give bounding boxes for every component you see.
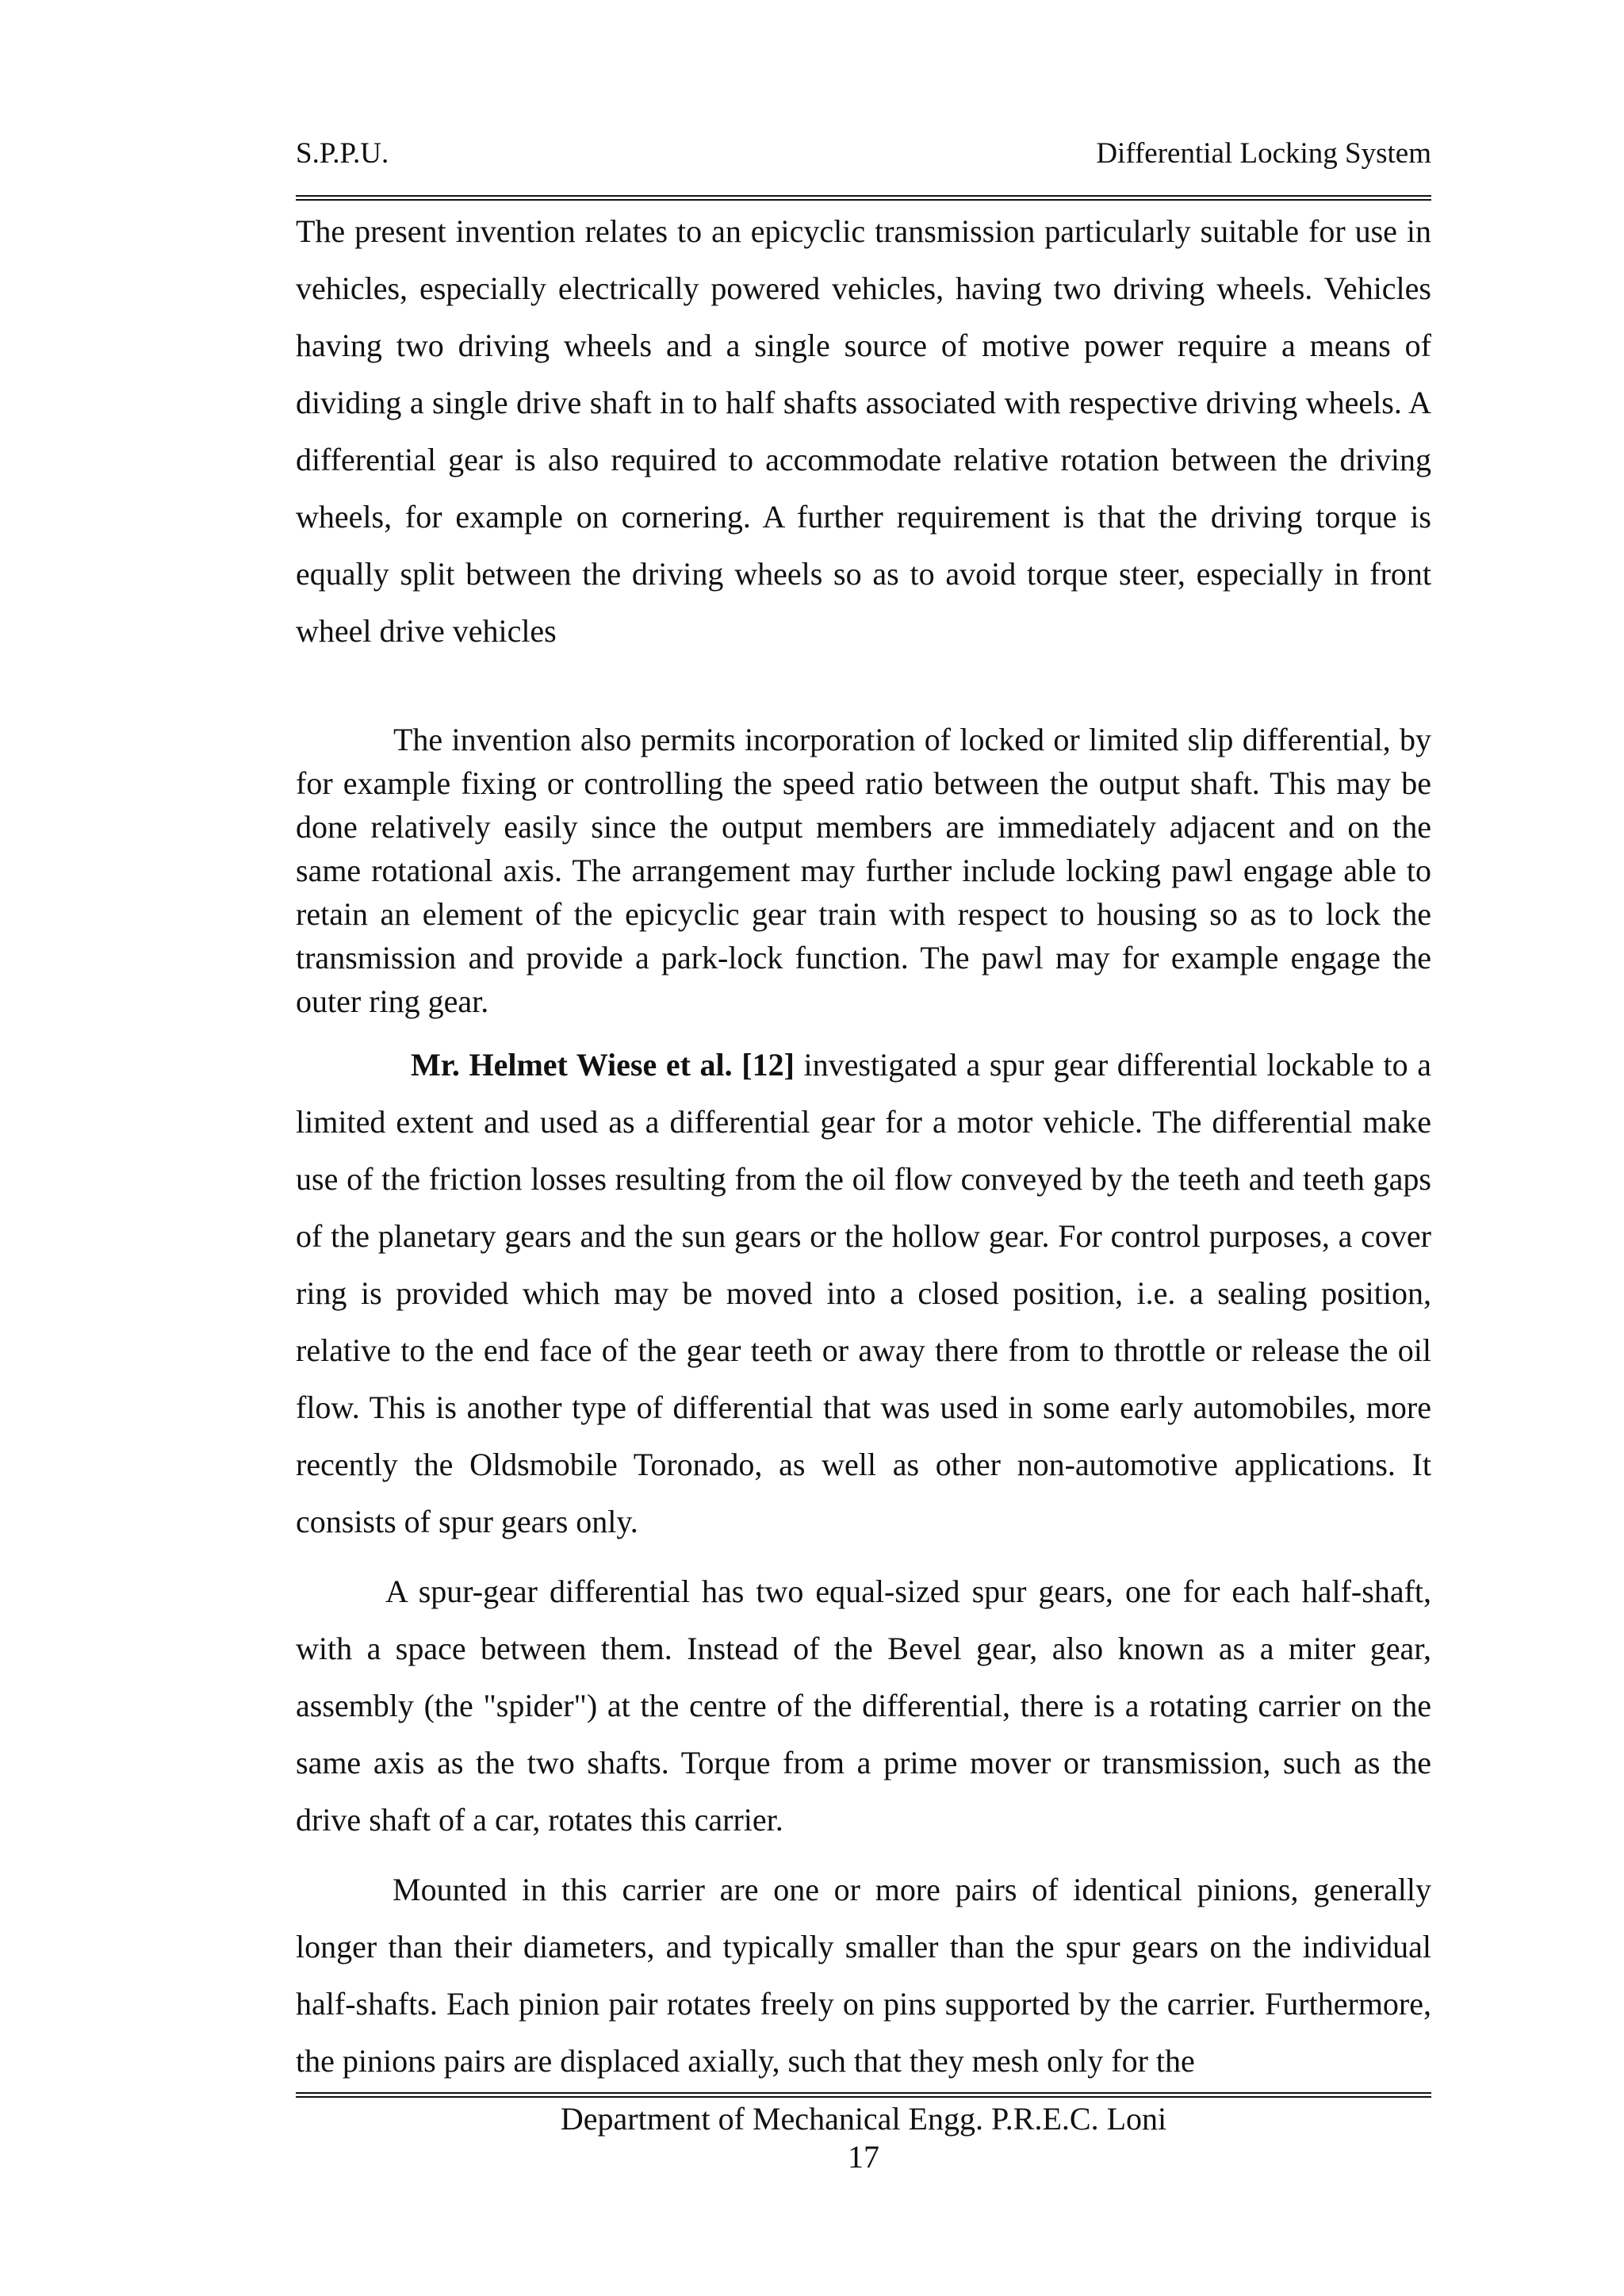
citation-author: Mr. Helmet Wiese et al. [12]	[411, 1047, 795, 1083]
header-divider	[296, 195, 1431, 201]
page-body	[296, 203, 1431, 2090]
page-number: 17	[848, 2139, 879, 2175]
paragraph-wiese-study	[296, 1037, 1431, 1550]
document-page	[296, 0, 1431, 2296]
paragraph-locked-differential: The invention also permits incorporation of locked or limited slip differential, by for example fixing or controlling the speed ratio between the output shaft. This may be done relatively easily since the output members are immediately adjacent and on the same rotational axis. The arrangement may further include locking pawl engage able to retain an element of the epicyclic gear train with respect to housing so as to lock the transmission and provide a park-lock function. The pawl may for example engage the outer ring gear.	[296, 722, 1431, 1019]
footer-department: Department of Mechanical Engg. P.R.E.C. Loni	[560, 2101, 1167, 2137]
footer-divider	[296, 2092, 1431, 2098]
page-footer	[296, 2100, 1431, 2176]
paragraph-pinion-carrier: Mounted in this carrier are one or more pairs of identical pinions, generally longer than their diameters, and typically smaller than the spur gears on the individual half-shafts. Each pinion pair rotates freely on pins supported by the carrier. Furthermore, the pinions pairs are displaced axially, such that they mesh only for the	[296, 1872, 1431, 2079]
paragraph-wiese-text: investigated a spur gear differential lockable to a limited extent and used as a differential gear for a motor vehicle. The differential make use of the friction losses resulting from the oil flow conveyed by the teeth and teeth gaps of the planetary gears and the sun gears or the hollow gear. For control purposes, a cover ring is provided which may be moved into a closed position, i.e. a sealing position, relative to the end face of the gear teeth or away there from to throttle or release the oil flow. This is another type of differential that was used in some early automobiles, more recently the Oldsmobile Toronado, as well as other non-automotive applications. It consists of spur gears only.	[296, 1047, 1431, 1539]
header-title: Differential Locking System	[1096, 137, 1431, 170]
paragraph-spur-gear-differential: A spur-gear differential has two equal-sized spur gears, one for each half-shaft, with a space between them. Instead of the Bevel gear, also known as a miter gear, assembly (the "spider") at the centre of the differential, there is a rotating carrier on the same axis as the two shafts. Torque from a prime mover or transmission, such as the drive shaft of a car, rotates this carrier.	[296, 1573, 1431, 1838]
page-header	[296, 136, 1431, 176]
header-university: S.P.P.U.	[296, 137, 389, 170]
paragraph-invention-overview: The present invention relates to an epicyclic transmission particularly suitable for use in vehicles, especially electrically powered vehicles, having two driving wheels. Vehicles having two driving wheels and a single source of motive power require a means of dividing a single drive shaft in to half shafts associated with respective driving wheels. A differential gear is also required to accommodate relative rotation between the driving wheels, for example on cornering. A further requirement is that the driving torque is equally split between the driving wheels so as to avoid torque steer, especially in front wheel drive vehicles	[296, 213, 1431, 649]
